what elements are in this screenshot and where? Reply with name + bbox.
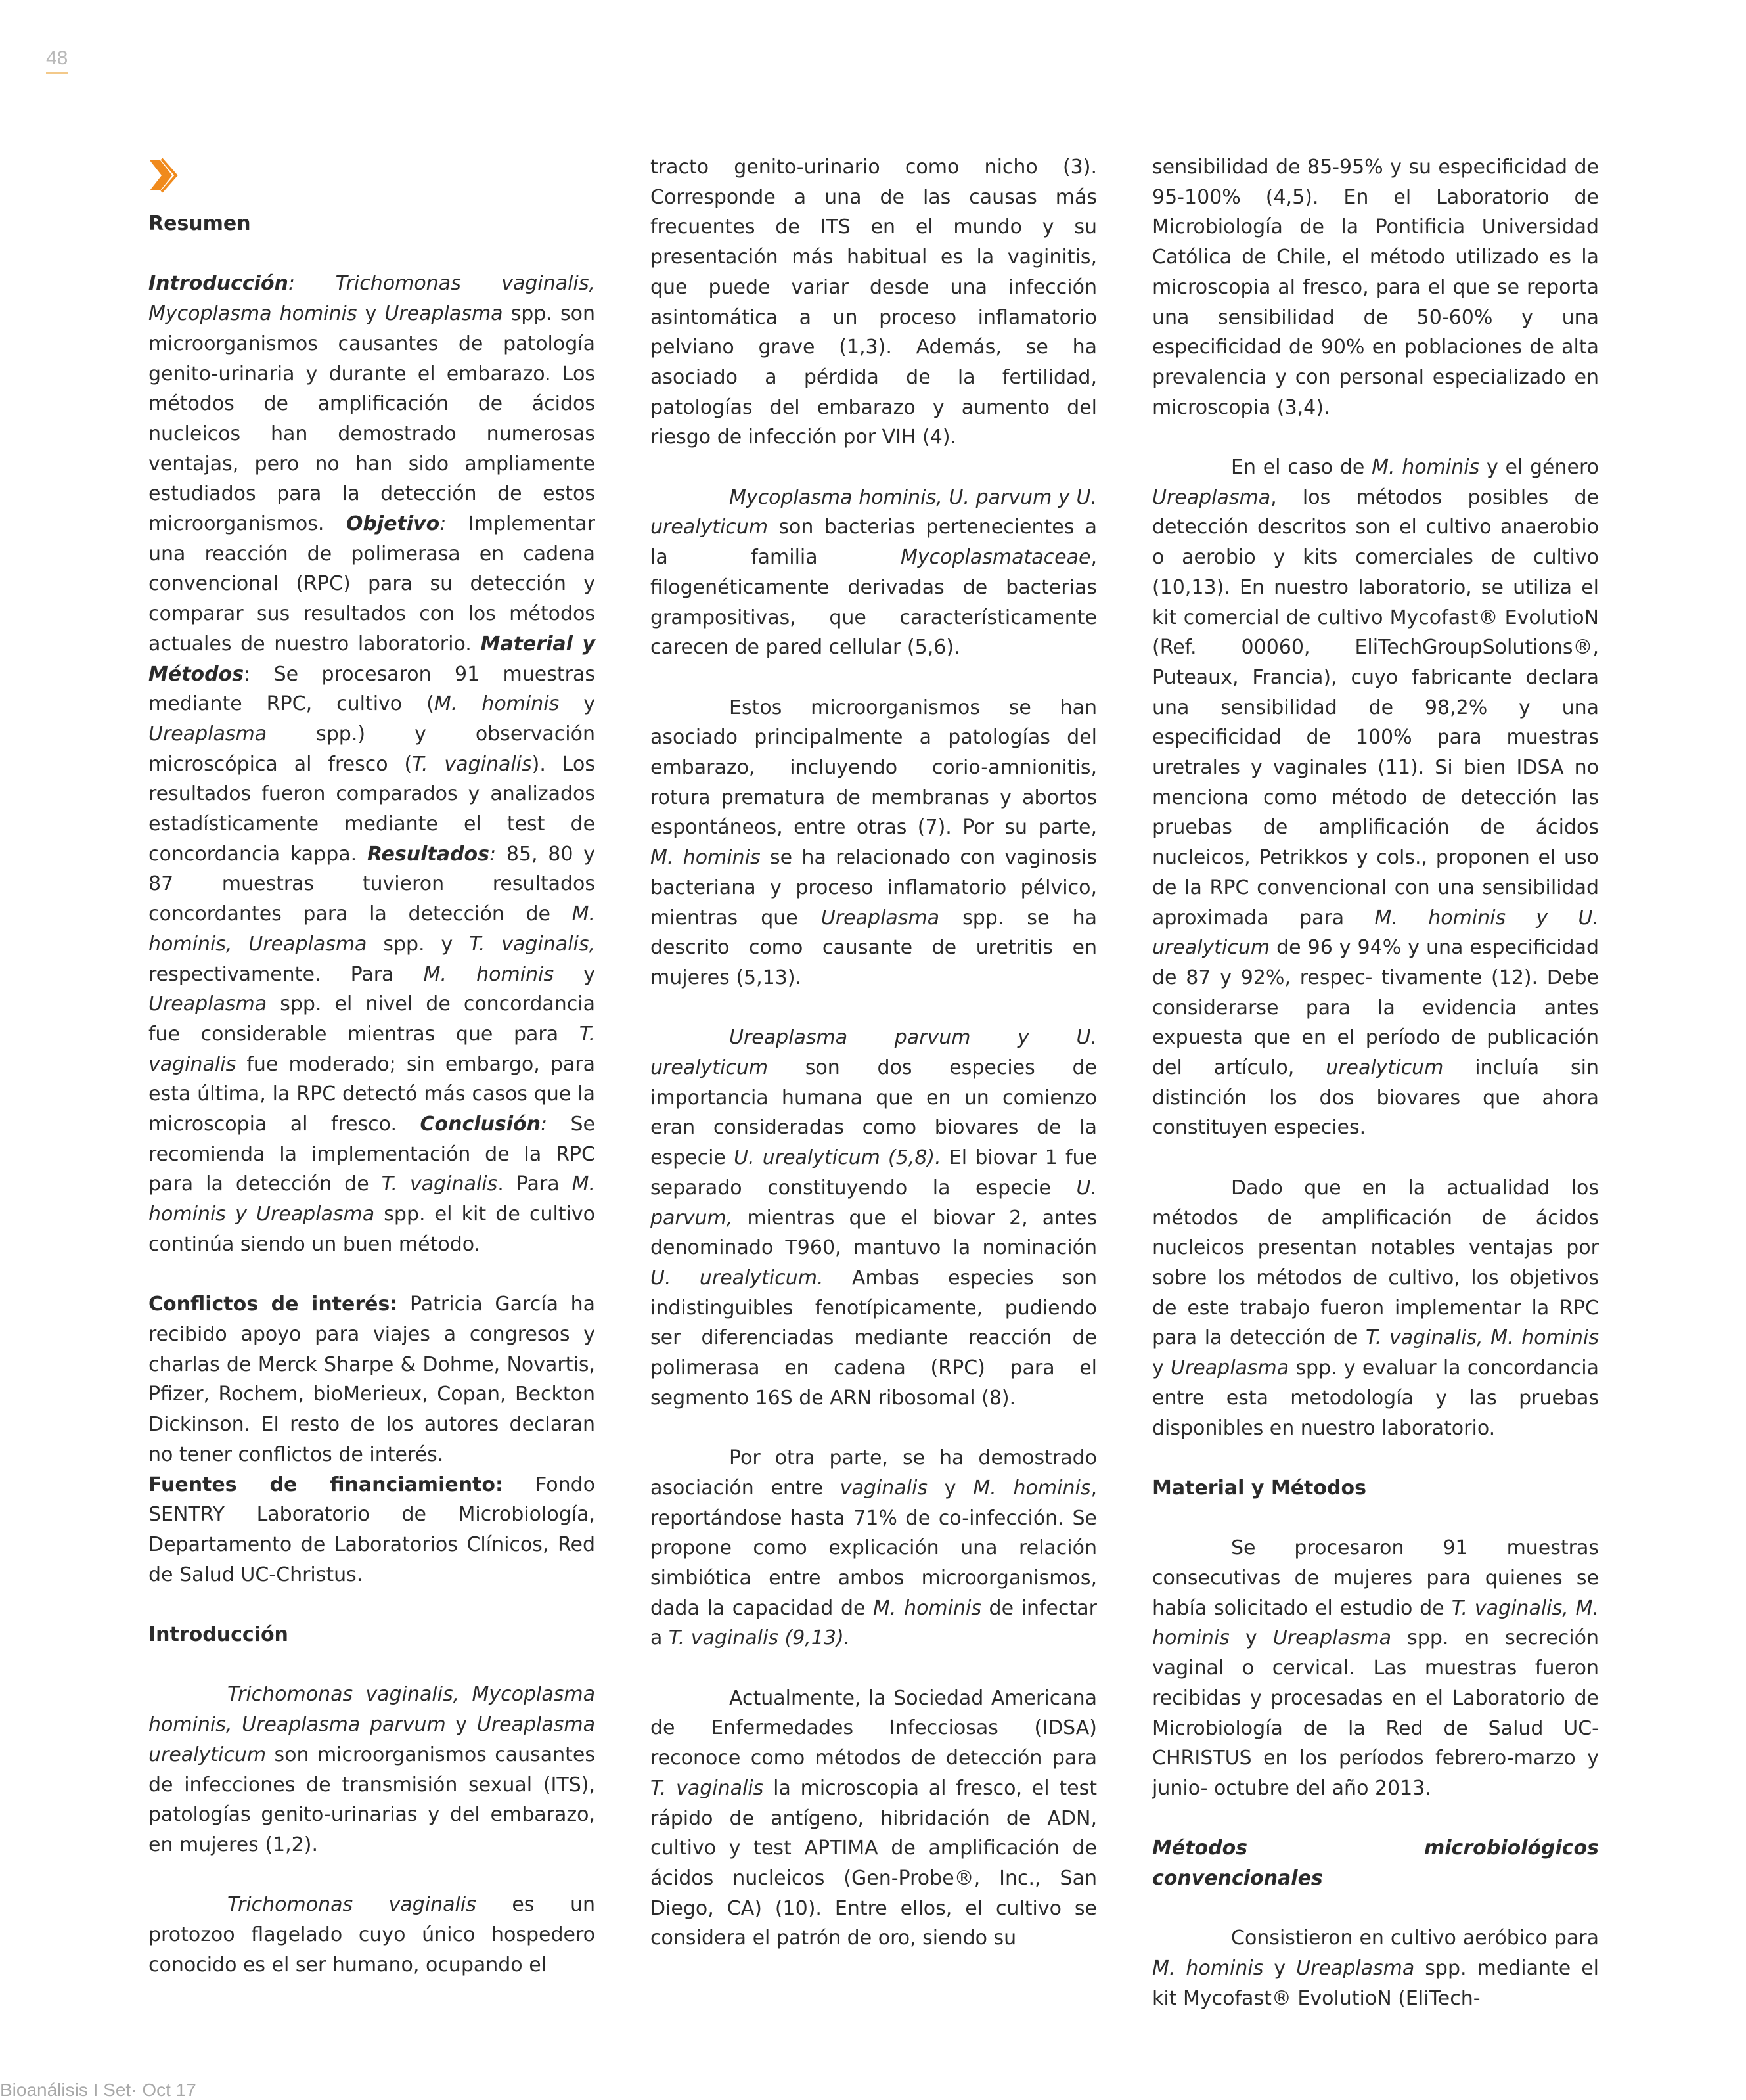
abstract-intro-label: Introducción: [148, 272, 288, 296]
col3-paragraph-5: [1152, 1923, 1599, 2013]
species: Trichomonas vaginalis: [227, 1893, 476, 1917]
text: spp. se ha descrito como causante de uretritis en mujeres (5,13).: [650, 906, 1097, 989]
text: y: [559, 692, 595, 716]
species: M. hominis: [423, 962, 554, 986]
text: y: [1052, 485, 1077, 509]
column-3: [1152, 152, 1599, 2044]
species: Ureaplasma parvum y U. urealyticum: [650, 1026, 1097, 1080]
species: T. vaginalis,: [469, 932, 595, 956]
text: spp. y evaluar la concordancia entre esta metodología y las pruebas disponibles en nuestro laboratorio.: [1152, 1356, 1599, 1440]
sep: :: [489, 842, 506, 866]
text: 85, 80 y 87 muestras tuvieron resultados concordantes para la detección de: [148, 842, 595, 926]
sep: :: [288, 272, 336, 296]
species: urealyticum: [1326, 1056, 1444, 1080]
species: T. vaginalis, M. hominis: [1152, 1596, 1599, 1650]
species: Trichomonas vaginalis, Mycoplasma hominis, Ureaplasma parvum: [148, 1683, 595, 1737]
text: y el género: [1479, 456, 1599, 480]
intro-paragraph-1: [148, 1680, 595, 1860]
species: Ureaplasma urealyticum: [148, 1713, 595, 1766]
column-1: [148, 209, 595, 2010]
species: U. urealyticum: [650, 485, 1098, 539]
text: Actualmente, la Sociedad Americana de Enfermedades Infecciosas (IDSA) reconoce como métodos de detección para: [650, 1686, 1097, 1770]
text: Consistieron en cultivo aeróbico para: [1231, 1927, 1599, 1950]
text: de infectar a: [650, 1596, 1097, 1650]
species: vaginalis: [839, 1476, 928, 1500]
species: T. vaginalis: [148, 1022, 595, 1076]
text: y: [1263, 1957, 1297, 1980]
text: En el caso de: [1231, 456, 1372, 480]
species: Ureaplasma: [148, 993, 267, 1016]
col2-paragraph-2: [650, 483, 1097, 663]
species: M. hominis: [1372, 456, 1480, 480]
text: Estos microorganismos se han asociado principalmente a patologías del embarazo, incluyendo corio-amnionitis, rotura prematura de membranas y abortos espontáneos, entre otras (7). Por su parte,: [650, 696, 1097, 839]
species: T. vaginalis: [412, 752, 532, 776]
text: Ambas especies son indistinguibles fenotípicamente, pudiendo ser diferenciadas mediante reacción de polimerasa en cadena (RPC) para el segmento 16S de ARN ribosomal (8).: [650, 1266, 1097, 1410]
section-arrow-icon: [148, 156, 179, 194]
species: Trichomonas vaginalis, Mycoplasma hominis: [148, 272, 595, 326]
intro-paragraph-2: [148, 1890, 595, 1980]
page-number: 48: [46, 47, 68, 74]
abstract-results-label: Resultados: [367, 842, 489, 866]
text: Por otra parte, se ha demostrado asociación entre: [650, 1446, 1097, 1500]
species: Ureaplasma: [1171, 1356, 1289, 1380]
species: M. hominis, Ureaplasma: [148, 903, 595, 956]
species: U. urealyticum.: [650, 1266, 824, 1289]
funding-paragraph: [148, 1470, 595, 1590]
sep: :: [540, 1113, 571, 1136]
col2-paragraph-5: [650, 1443, 1097, 1653]
text: spp. el kit de cultivo continúa siendo un buen método.: [148, 1203, 595, 1256]
species: M. hominis: [873, 1596, 981, 1620]
text: Se procesaron 91 muestras consecutivas de mujeres para quienes se había solicitado el estudio de: [1152, 1536, 1599, 1620]
species: Ureaplasma: [1152, 485, 1271, 509]
species: Ureaplasma: [1272, 1626, 1392, 1650]
species: M. hominis: [973, 1476, 1091, 1500]
heading-material-metodos: Material y Métodos: [1152, 1476, 1366, 1500]
heading-introduccion: Introducción: [148, 1623, 288, 1646]
text: y: [927, 1476, 974, 1500]
species: T. vaginalis (9,13).: [668, 1626, 851, 1650]
species: Ureaplasma: [820, 906, 939, 929]
text: spp. en secreción vaginal o cervical. Las muestras fueron recibidas y procesadas en el Laboratorio de Microbiología de la Red de Salud UC-CHRISTUS en los períodos febrero-marzo y junio- octubre del año 2013.: [1152, 1626, 1599, 1800]
text: , los métodos posibles de detección descritos son el cultivo anaerobio o aerobio y kits comerciales de cultivo (10,13). En nuestro laboratorio, se utiliza el kit comercial de cultivo Mycofast® EvolutioN (Ref. 00060, EliTechGroupSolutions®, Puteaux, Francia), cuyo fabricante declara una sensibilidad de 98,2% y una especificidad de 100% para muestras uretrales y vaginales (11). Si bien IDSA no menciona como método de detección las pruebas de amplificación de ácidos nucleicos, Petrikkos y cols., proponen el uso de la RPC convencional con una sensibilidad aproximada para: [1152, 485, 1599, 929]
species: U. urealyticum (5,8).: [734, 1146, 941, 1170]
text: , filogenéticamente derivadas de bacterias grampositivas, que característicamente carecen de pared cellular (5,6).: [650, 546, 1097, 659]
heading-metodos-convencionales: Métodos microbiológicos convencionales: [1152, 1837, 1599, 1890]
text: y: [357, 302, 385, 326]
text: spp. y: [367, 932, 470, 956]
col2-paragraph-4: [650, 1023, 1097, 1413]
text: ). Los resultados fueron comparados y analizados estadísticamente mediante el test de concordancia kappa.: [148, 752, 595, 866]
species: M. hominis y Ureaplasma: [148, 1173, 595, 1226]
text: y: [554, 962, 595, 986]
species: M. hominis: [650, 846, 761, 870]
text: incluía sin distinción los dos biovares que ahora constituyen especies.: [1152, 1056, 1599, 1140]
text: Se recomienda la implementación de la RPC para la detección de: [148, 1113, 595, 1196]
text: respectivamente. Para: [148, 962, 424, 986]
species: Ureaplasma: [148, 722, 267, 746]
col3-paragraph-2: [1152, 453, 1599, 1143]
conflicts-label: Conflictos de interés:: [148, 1293, 398, 1316]
text: se ha relacionado con vaginosis bacteriana y proceso inflamatorio pélvico, mientras que: [650, 846, 1097, 929]
abstract-conclusion-label: Conclusión: [420, 1113, 541, 1136]
species: M. hominis: [1152, 1957, 1264, 1980]
text: y: [1229, 1626, 1273, 1650]
species: M. hominis y U. urealyticum: [1152, 906, 1599, 960]
species: U. parvum,: [650, 1176, 1097, 1230]
abstract-objective-label: Objetivo: [346, 512, 440, 536]
abstract-paragraph: [148, 269, 595, 1259]
text: , reportándose hasta 71% de co-infección. Se propone como explicación una relación simbiótica entre ambos microorganismos, dada la capacidad de: [650, 1476, 1097, 1620]
col3-paragraph-1: sensibilidad de 85-95% y su especificidad de 95-100% (4,5). En el Laboratorio de Microbiología de la Pontificia Universidad Católica de Chile, el método utilizado es la microscopia al fresco, para el que se reporta una sensibilidad de 50-60% y una especificidad de 90% en poblaciones de alta prevalencia y con personal especializado en microscopia (3,4).: [1152, 156, 1599, 419]
column-2: [650, 152, 1097, 1984]
species: T. vaginalis, M. hominis: [1365, 1326, 1600, 1350]
family-name: Mycoplasmataceae: [901, 546, 1091, 570]
species: M. hominis: [434, 692, 560, 716]
col2-paragraph-3: [650, 693, 1097, 993]
text: son dos especies de importancia humana que en un comienzo eran consideradas como biovares de la especie: [650, 1056, 1097, 1170]
text: de 96 y 94% y una especificidad de 87 y 92%, respec- tivamente (12). Debe considerarse para la evidencia antes expuesta que en el período de publicación del artículo,: [1152, 936, 1599, 1080]
text: spp. el nivel de concordancia fue considerable mientras que para: [148, 993, 595, 1046]
conflicts-paragraph: [148, 1289, 595, 1469]
text: mientras que el biovar 2, antes denominado T960, mantuvo la nominación: [650, 1206, 1097, 1260]
col3-paragraph-4: [1152, 1533, 1599, 1803]
text: son bacterias pertenecientes a la familia: [650, 516, 1097, 570]
col2-paragraph-6: [650, 1684, 1097, 1954]
species: T. vaginalis: [381, 1173, 498, 1196]
text: El biovar 1 fue separado constituyendo la especie: [650, 1146, 1097, 1199]
text: y: [445, 1713, 477, 1737]
col3-paragraph-3: [1152, 1173, 1599, 1443]
species: Ureaplasma: [384, 302, 503, 326]
species: T. vaginalis: [650, 1776, 764, 1800]
page-footer: Bioanálisis I Set· Oct 17: [0, 2080, 196, 2100]
text: Fondo SENTRY Laboratorio de Microbiología, Departamento de Laboratorios Clínicos, Red de Salud UC-Christus.: [148, 1473, 595, 1586]
text: son microorganismos causantes de infecciones de transmisión sexual (ITS), patologías genito-urinarias y del embarazo, en mujeres (1,2).: [148, 1743, 595, 1856]
species: Ureaplasma: [1296, 1957, 1415, 1980]
text: Patricia García ha recibido apoyo para viajes a congresos y charlas de Merck Sharpe & Dohme, Novartis, Pfizer, Rochem, bioMerieux, Copan, Beckton Dickinson. El resto de los autores declaran no tener conflictos de interés.: [148, 1293, 595, 1466]
text: : Se procesaron 91 muestras mediante RPC, cultivo (: [148, 662, 595, 716]
species: Mycoplasma hominis, U. parvum: [729, 485, 1052, 509]
funding-label: Fuentes de financiamiento:: [148, 1473, 504, 1496]
abstract-methods-label: Material y Métodos: [148, 632, 595, 686]
text: spp. son microorganismos causantes de patología genito-urinaria y durante el embarazo. Los métodos de amplificación de ácidos nucleicos han demostrado numerosas ventajas, pero no han sido ampliamente estudiados para la detección de estos microorganismos.: [148, 302, 595, 536]
heading-resumen: Resumen: [148, 212, 251, 235]
text: es un protozoo flagelado cuyo único hospedero conocido es el ser humano, ocupando el: [148, 1893, 595, 1977]
text: . Para: [497, 1173, 572, 1196]
col2-paragraph-1: tracto genito-urinario como nicho (3). Corresponde a una de las causas más frecuentes de ITS en el mundo y su presentación más habitual es la vaginitis, que puede variar desde una infección asintomática a un proceso inflamatorio pelviano grave (1,3). Además, se ha asociado a pérdida de la fertilidad, patologías del embarazo y aumento del riesgo de infección por VIH (4).: [650, 156, 1097, 449]
text: spp.) y observación microscópica al fresco (: [148, 722, 595, 776]
text: Implementar una reacción de polimerasa en cadena convencional (RPC) para su detección y comparar sus resultados con los métodos actuales de nuestro laboratorio.: [148, 512, 595, 656]
text: la microscopia al fresco, el test rápido de antígeno, hibridación de ADN, cultivo y test APTIMA de amplificación de ácidos nucleicos (Gen-Probe®, Inc., San Diego, CA) (10). Entre ellos, el cultivo se considera el patrón de oro, siendo su: [650, 1776, 1097, 1950]
text: spp. mediante el kit Mycofast® EvolutioN (EliTech-: [1152, 1957, 1600, 2010]
text: fue moderado; sin embargo, para esta última, la RPC detectó más casos que la microscopia al fresco.: [148, 1052, 595, 1136]
sep: :: [439, 512, 468, 536]
text: y: [1152, 1356, 1171, 1380]
text: Dado que en la actualidad los métodos de amplificación de ácidos nucleicos presentan notables ventajas por sobre los métodos de cultivo, los objetivos de este trabajo fueron implementar la RPC para la detección de: [1152, 1176, 1599, 1350]
